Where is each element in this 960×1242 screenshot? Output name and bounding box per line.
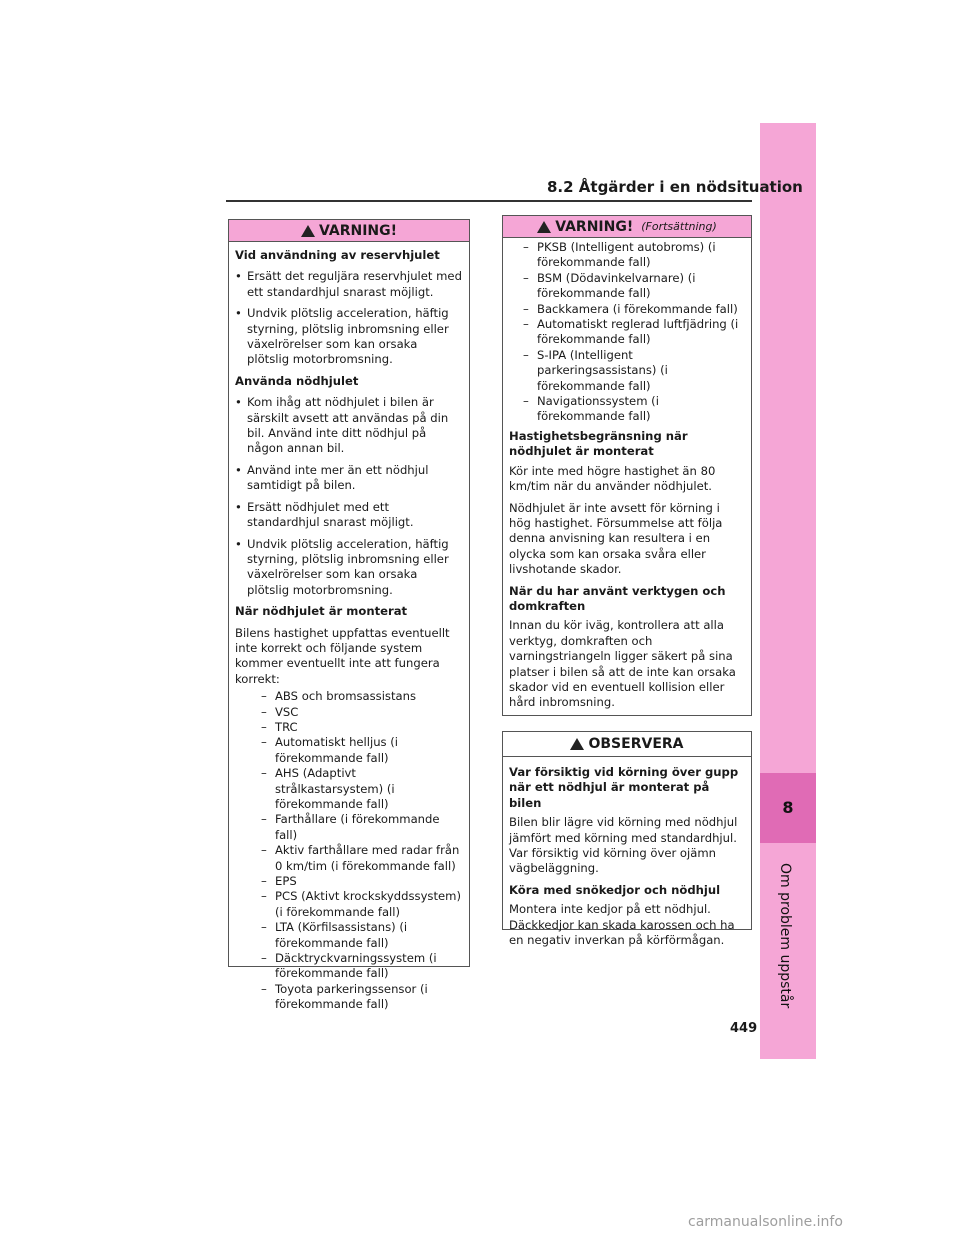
warning-triangle-icon — [537, 221, 551, 233]
notice-banner — [503, 732, 751, 757]
warning-box-right — [502, 215, 752, 716]
paragraph: Kör inte med högre hastighet än 80 km/tim när du använder nödhjulet. — [509, 463, 716, 494]
section-heading: Hastighetsbegränsning när nödhjulet är monterat — [509, 428, 688, 459]
warning-box-left — [228, 219, 470, 1012]
warning-banner-label: VARNING! — [318, 222, 398, 239]
dash-item: – Toyota parkeringssensor (i förekommande fall) — [261, 981, 428, 1012]
notice-box — [502, 731, 752, 948]
watermark: carmanualsonline.info — [688, 1214, 843, 1230]
dash-item: – ABS och bromsassistans — [261, 689, 417, 704]
dash-item: – AHS (Adaptivt strålkastarsystem) (i förekommande fall) — [261, 766, 395, 811]
dash-item: – BSM (Dödavinkelvarnare) (i förekommande fall) — [523, 270, 696, 301]
dash-item: – Farthållare (i förekommande fall) — [261, 812, 440, 842]
paragraph: Innan du kör iväg, kontrollera att alla verktyg, domkraften och varningstriangeln ligger säkert på sina platser i bilen så att de inte kan orsaka skador vid en eventuell kollision eller hård inbromsning. — [509, 618, 736, 710]
dash-item: – S-IPA (Intelligent parkeringsassistans) (i förekommande fall) — [523, 347, 668, 393]
chapter-side-tab — [760, 123, 816, 1059]
warning-triangle-icon — [301, 225, 315, 237]
dash-item: – Automatiskt reglerad luftfjädring (i förekommande fall) — [523, 317, 739, 347]
section-heading: Använda nödhjulet — [235, 373, 359, 388]
warning-banner — [229, 220, 469, 242]
chapter-number: 8 — [760, 773, 816, 843]
paragraph: Nödhjulet är inte avsett för körning i hög hastighet. Försummelse att följa denna anvisning kan resultera i en olycka som kan orsaka svåra eller livshotande skador. — [509, 500, 723, 577]
dash-item: – LTA (Körfilsassistans) (i förekommande fall) — [261, 920, 408, 950]
header-rule — [226, 200, 752, 202]
bullet-item: • Undvik plötslig acceleration, häftig styrning, plötslig inbromsning eller växelrörelser som kan orsaka plötslig motorbromsning. — [235, 306, 449, 367]
notice-banner-label: OBSERVERA — [588, 736, 684, 752]
dash-item: – VSC — [261, 704, 299, 719]
bullet-item: • Ersätt det reguljära reservhjulet med ett standardhjul snarast möjligt. — [235, 269, 462, 299]
section-heading: Köra med snökedjor och nödhjul — [509, 882, 721, 897]
bullet-item: • Kom ihåg att nödhjulet i bilen är särskilt avsett att användas på din bil. Använd inte ditt nödhjul på någon annan bil. — [235, 395, 449, 456]
dash-item: – Automatiskt helljus (i förekommande fall) — [261, 735, 399, 765]
page-number: 449 — [730, 1021, 758, 1036]
dash-item: – PCS (Aktivt krockskyddssystem) (i förekommande fall) — [261, 889, 461, 919]
section-heading: Vid användning av reservhjulet — [235, 248, 440, 262]
bullet-item: • Använd inte mer än ett nödhjul samtidigt på bilen. — [235, 462, 429, 493]
notice-triangle-icon — [570, 738, 584, 750]
section-heading: När du har använt verktygen och domkraften — [509, 583, 726, 613]
bullet-item: • Undvik plötslig acceleration, häftig styrning, plötslig inbromsning eller växelrörelser som kan orsaka plötslig motorbromsning. — [235, 536, 449, 597]
dash-item: – EPS — [261, 874, 297, 889]
section-heading: Var försiktig vid körning över gupp när ett nödhjul är monterat på bilen — [509, 765, 739, 810]
dash-item: – Navigationssystem (i förekommande fall) — [523, 394, 659, 424]
section-header: 8.2 Åtgärder i en nödsituation — [547, 178, 803, 196]
paragraph: Bilens hastighet uppfattas eventuellt inte korrekt och följande system kommer eventuellt inte att fungera korrekt: — [235, 625, 450, 686]
dash-item: – Backkamera (i förekommande fall) — [523, 301, 738, 316]
dash-item: – Däcktryckvarningssystem (i förekommande fall) — [261, 951, 437, 981]
chapter-title: Om problem uppstår — [777, 863, 793, 1009]
dash-item: – TRC — [261, 719, 298, 734]
warning-banner — [503, 216, 751, 238]
continued-label: (Fortsättning) — [641, 220, 717, 233]
section-heading: När nödhjulet är monterat — [235, 604, 408, 619]
dash-item: – Aktiv farthållare med radar från 0 km/tim (i förekommande fall) — [261, 843, 460, 873]
paragraph: Montera inte kedjor på ett nödhjul. Däckkedjor kan skada karossen och ha en negativ inverkan på körförmågan. — [509, 902, 735, 948]
dash-item: – PKSB (Intelligent autobroms) (i förekommande fall) — [523, 240, 716, 270]
paragraph: Bilen blir lägre vid körning med nödhjul jämfört med körning med standardhjul. Var försiktig vid körning över ojämn vägbeläggning. — [509, 815, 738, 876]
bullet-item: • Ersätt nödhjulet med ett standardhjul snarast möjligt. — [235, 499, 414, 530]
warning-banner-label: VARNING! — [555, 218, 634, 235]
